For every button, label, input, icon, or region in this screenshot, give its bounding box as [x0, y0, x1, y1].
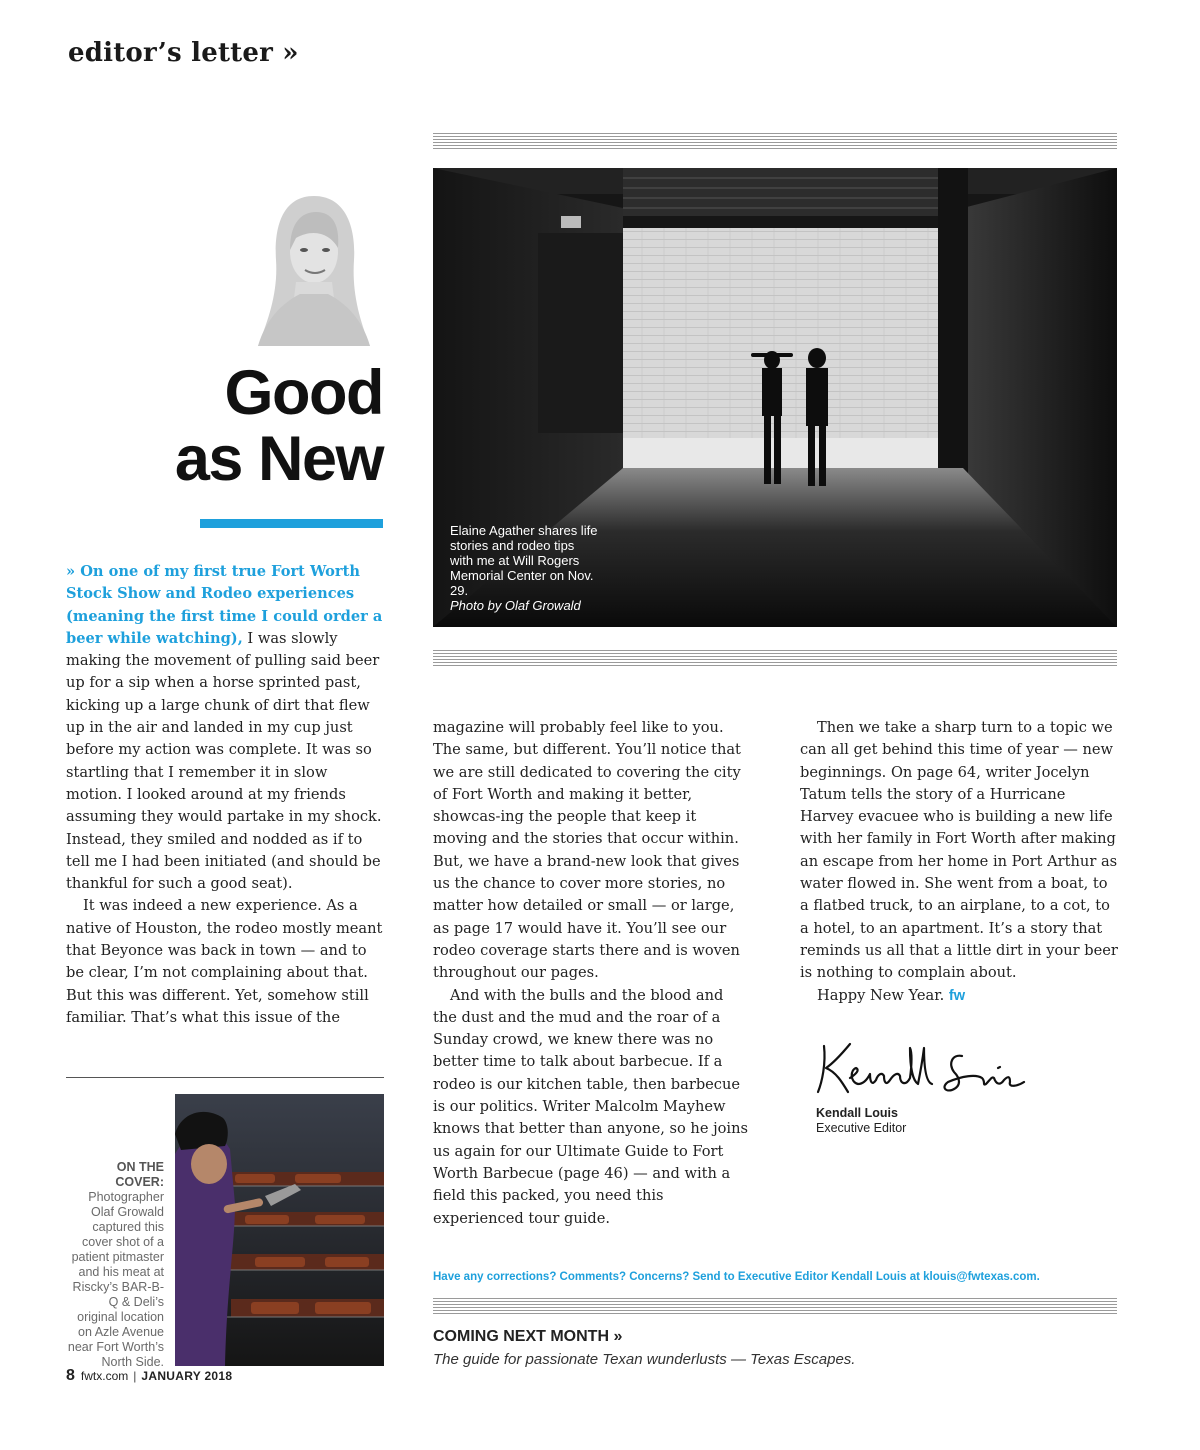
main-photo-caption — [450, 523, 600, 613]
page-footer — [66, 1367, 232, 1385]
signature-image — [812, 1034, 1042, 1104]
cover-caption-text: Photographer Olaf Growald captured this cover shot of a patient pitmaster and his meat at Riscky’s BAR-B-Q & Deli’s original location on Azle Avenue near Fort Worth’s North Side. — [67, 1190, 164, 1369]
signature-title: Executive Editor — [816, 1121, 907, 1135]
article-column-2 — [433, 717, 751, 1230]
paragraph-3: And with the bulls and the blood and the dust and the mud and the roar of a Sunday crowd, we knew there was no better time to talk about barbecue. If a rodeo is our kitchen table, then barbecue is our politics. Writer Malcolm Mayhew knows that better than anyone, so he joins us again for our Ultimate Guide to Fort Worth Barbecue (page 46) — and with a field this packed, you need this experienced tour guide. — [433, 986, 748, 1227]
closing-text: Happy New Year. — [817, 986, 945, 1004]
page-number: 8 — [66, 1367, 75, 1384]
top-rule-lines — [433, 133, 1117, 149]
caption-text: Elaine Agather shares life stories and rodeo tips with me at Will Rogers Memorial Center on Nov. 29. — [450, 523, 598, 598]
article-column-1 — [66, 561, 384, 1029]
headline-line-2: as New — [174, 424, 383, 494]
editor-portrait — [244, 190, 384, 346]
coming-next-text: The guide for passionate Texan wunderlusts — Texas Escapes. — [433, 1351, 856, 1368]
footer-site: fwtx.com — [80, 1369, 129, 1383]
cover-photo — [175, 1094, 384, 1366]
paragraph-1-text: I was slowly making the movement of pulling said beer up for a sip when a horse sprinted past, kicking up a large chunk of dirt that flew up in the air and landed in my cup just before my action was complete. It was so startling that I remember it in slow motion. I looked around at my friends assuming they would partake in my shock. Instead, they smiled and nodded as if to tell me I had been initiated (and should be thankful for such a good seat). — [66, 629, 382, 893]
lead-in: » On one of my first true Fort Worth Stock Show and Rodeo experiences (meaning the first time I could order a beer while watching), — [66, 563, 383, 647]
bottom-rule-lines — [433, 1298, 1117, 1314]
fw-end-mark: fw — [948, 987, 966, 1004]
headline — [120, 360, 383, 492]
section-title: editor’s letter » — [68, 38, 299, 68]
article-column-3 — [800, 717, 1118, 1007]
paragraph-2: It was indeed a new experience. As a native of Houston, the rodeo mostly meant that Beyonce was back in town — and to be clear, I’m not complaining about that. But this was different. Yet, somehow still familiar. That’s what this issue of the — [66, 897, 383, 1026]
cover-label: ON THE COVER: — [115, 1160, 164, 1189]
cover-divider — [66, 1077, 384, 1078]
paragraph-5 — [800, 985, 1118, 1007]
footer-separator: | — [133, 1369, 137, 1383]
footer-date: JANUARY 2018 — [141, 1369, 233, 1383]
corrections-note: Have any corrections? Comments? Concerns? Send to Executive Editor Kendall Louis at klouis@fwtexas.com. — [433, 1271, 1040, 1283]
mid-rule-lines — [433, 650, 1117, 666]
paragraph-1 — [66, 561, 384, 895]
headline-accent-bar — [200, 519, 383, 528]
headline-line-1: Good — [224, 358, 383, 428]
coming-next-title: COMING NEXT MONTH » — [433, 1328, 623, 1345]
signature-name: Kendall Louis — [816, 1106, 898, 1120]
paragraph-4: Then we take a sharp turn to a topic we can all get behind this time of year — new beginnings. On page 64, writer Jocelyn Tatum tells the story of a Hurricane Harvey evacuee who is building a new life with her family in Fort Worth after making an escape from her home in Port Arthur as water flowed in. She went from a boat, to a flatbed truck, to an airplane, to a cot, to a hotel, to an apartment. It’s a story that reminds us all that a little dirt in your beer is nothing to complain about. — [800, 719, 1118, 982]
paragraph-2-continued: magazine will probably feel like to you. The same, but different. You’ll notice that we are still dedicated to covering the city of Fort Worth and making it better, showcas-ing the people that keep it moving and the stories that occur within. But, we have a brand-new look that gives us the chance to cover more stories, no matter how detailed or small — or large, as page 17 would have it. You’ll see our rodeo coverage starts there and is woven throughout our pages. — [433, 719, 741, 982]
cover-caption — [66, 1160, 164, 1370]
photo-credit: Photo by Olaf Growald — [450, 598, 581, 613]
